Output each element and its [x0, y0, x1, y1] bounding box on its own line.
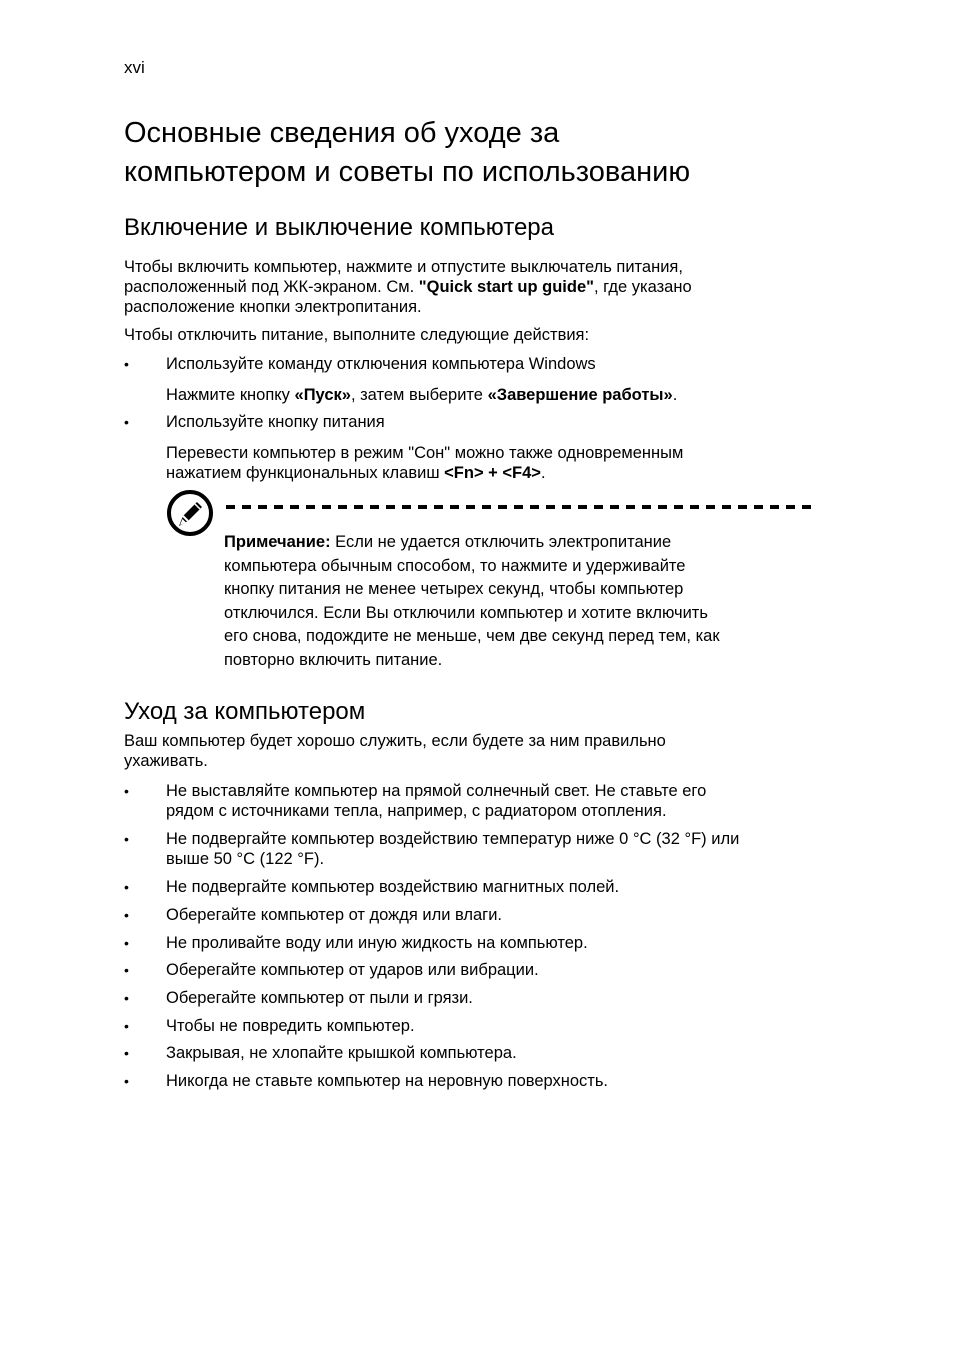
- quick-start-guide-reference: "Quick start up guide": [418, 278, 594, 296]
- power-off-item-windows: Используйте команду отключения компьютера Windows: [166, 355, 596, 373]
- care-item: Чтобы не повредить компьютер.: [166, 1017, 415, 1035]
- power-off-item-button-detail: Перевести компьютер в режим "Сон" можно также одновременным нажатием функциональных клавиш <Fn> + <F4>.: [166, 444, 684, 482]
- care-item: Оберегайте компьютер от ударов или вибрации.: [166, 961, 539, 979]
- bullet-icon: •: [124, 783, 129, 799]
- page-number: xvi: [124, 58, 145, 77]
- fn-f4-shortcut: <Fn> + <F4>: [444, 464, 541, 482]
- power-on-paragraph: [124, 257, 814, 317]
- care-item: Не проливайте воду или иную жидкость на компьютер.: [166, 934, 588, 952]
- shutdown-label: «Завершение работы»: [487, 386, 673, 404]
- care-item: Не выставляйте компьютер на прямой солнечный свет. Не ставьте его рядом с источниками тепла, например, с радиатором отопления.: [166, 782, 707, 820]
- bullet-icon: •: [124, 1018, 129, 1034]
- note-box: Примечание: Если не удается отключить электропитание компьютера обычным способом, то нажмите и удерживайте кнопку питания не менее четырех секунд, чтобы компьютер отключился. Если Вы отключили компьютер и хотите включить его снова, подождите не меньше, чем две секунд перед тем, как повторно включить питание.: [224, 533, 720, 669]
- care-item: Не подвергайте компьютер воздействию температур ниже 0 °C (32 °F) или выше 50 °C (122 °F).: [166, 830, 740, 868]
- care-item: Никогда не ставьте компьютер на неровную поверхность.: [166, 1072, 609, 1090]
- power-on-line-2b: , где указано: [593, 278, 692, 296]
- care-item: Оберегайте компьютер от пыли и грязи.: [166, 989, 473, 1007]
- start-button-label: «Пуск»: [294, 386, 351, 404]
- page-title: [124, 114, 690, 192]
- power-off-item-button: Используйте кнопку питания: [166, 413, 385, 431]
- care-item: Не подвергайте компьютер воздействию магнитных полей.: [166, 878, 620, 896]
- bullet-icon: •: [124, 990, 129, 1006]
- power-off-intro: Чтобы отключить питание, выполните следующие действия:: [124, 326, 590, 344]
- care-item: Оберегайте компьютер от дождя или влаги.: [166, 906, 503, 924]
- bullet-icon: •: [124, 879, 129, 895]
- page-title-line-2: компьютером и советы по использованию: [124, 156, 691, 188]
- bullet-icon: •: [124, 831, 129, 847]
- care-intro: Ваш компьютер будет хорошо служить, если будете за ним правильно ухаживать.: [124, 732, 666, 770]
- care-item: Закрывая, не хлопайте крышкой компьютера.: [166, 1044, 517, 1062]
- section-heading-care: Уход за компьютером: [124, 698, 366, 725]
- note-label: Примечание:: [224, 533, 331, 551]
- power-on-line-2a: расположенный под ЖК-экраном. См.: [124, 278, 419, 296]
- bullet-icon: •: [124, 935, 129, 951]
- bullet-icon: •: [124, 356, 129, 372]
- power-on-line-1: Чтобы включить компьютер, нажмите и отпустите выключатель питания,: [124, 258, 683, 276]
- bullet-icon: •: [124, 962, 129, 978]
- note-divider: [226, 505, 812, 509]
- power-off-item-windows-detail: Нажмите кнопку «Пуск», затем выберите «Завершение работы».: [166, 386, 678, 404]
- bullet-icon: •: [124, 1073, 129, 1089]
- section-heading-power: Включение и выключение компьютера: [124, 214, 554, 241]
- bullet-icon: •: [124, 907, 129, 923]
- bullet-icon: •: [124, 1045, 129, 1061]
- page-title-line-1: Основные сведения об уходе за: [124, 117, 560, 149]
- note-pen-icon: [166, 489, 214, 537]
- power-on-line-3: расположение кнопки электропитания.: [124, 298, 422, 316]
- bullet-icon: •: [124, 414, 129, 430]
